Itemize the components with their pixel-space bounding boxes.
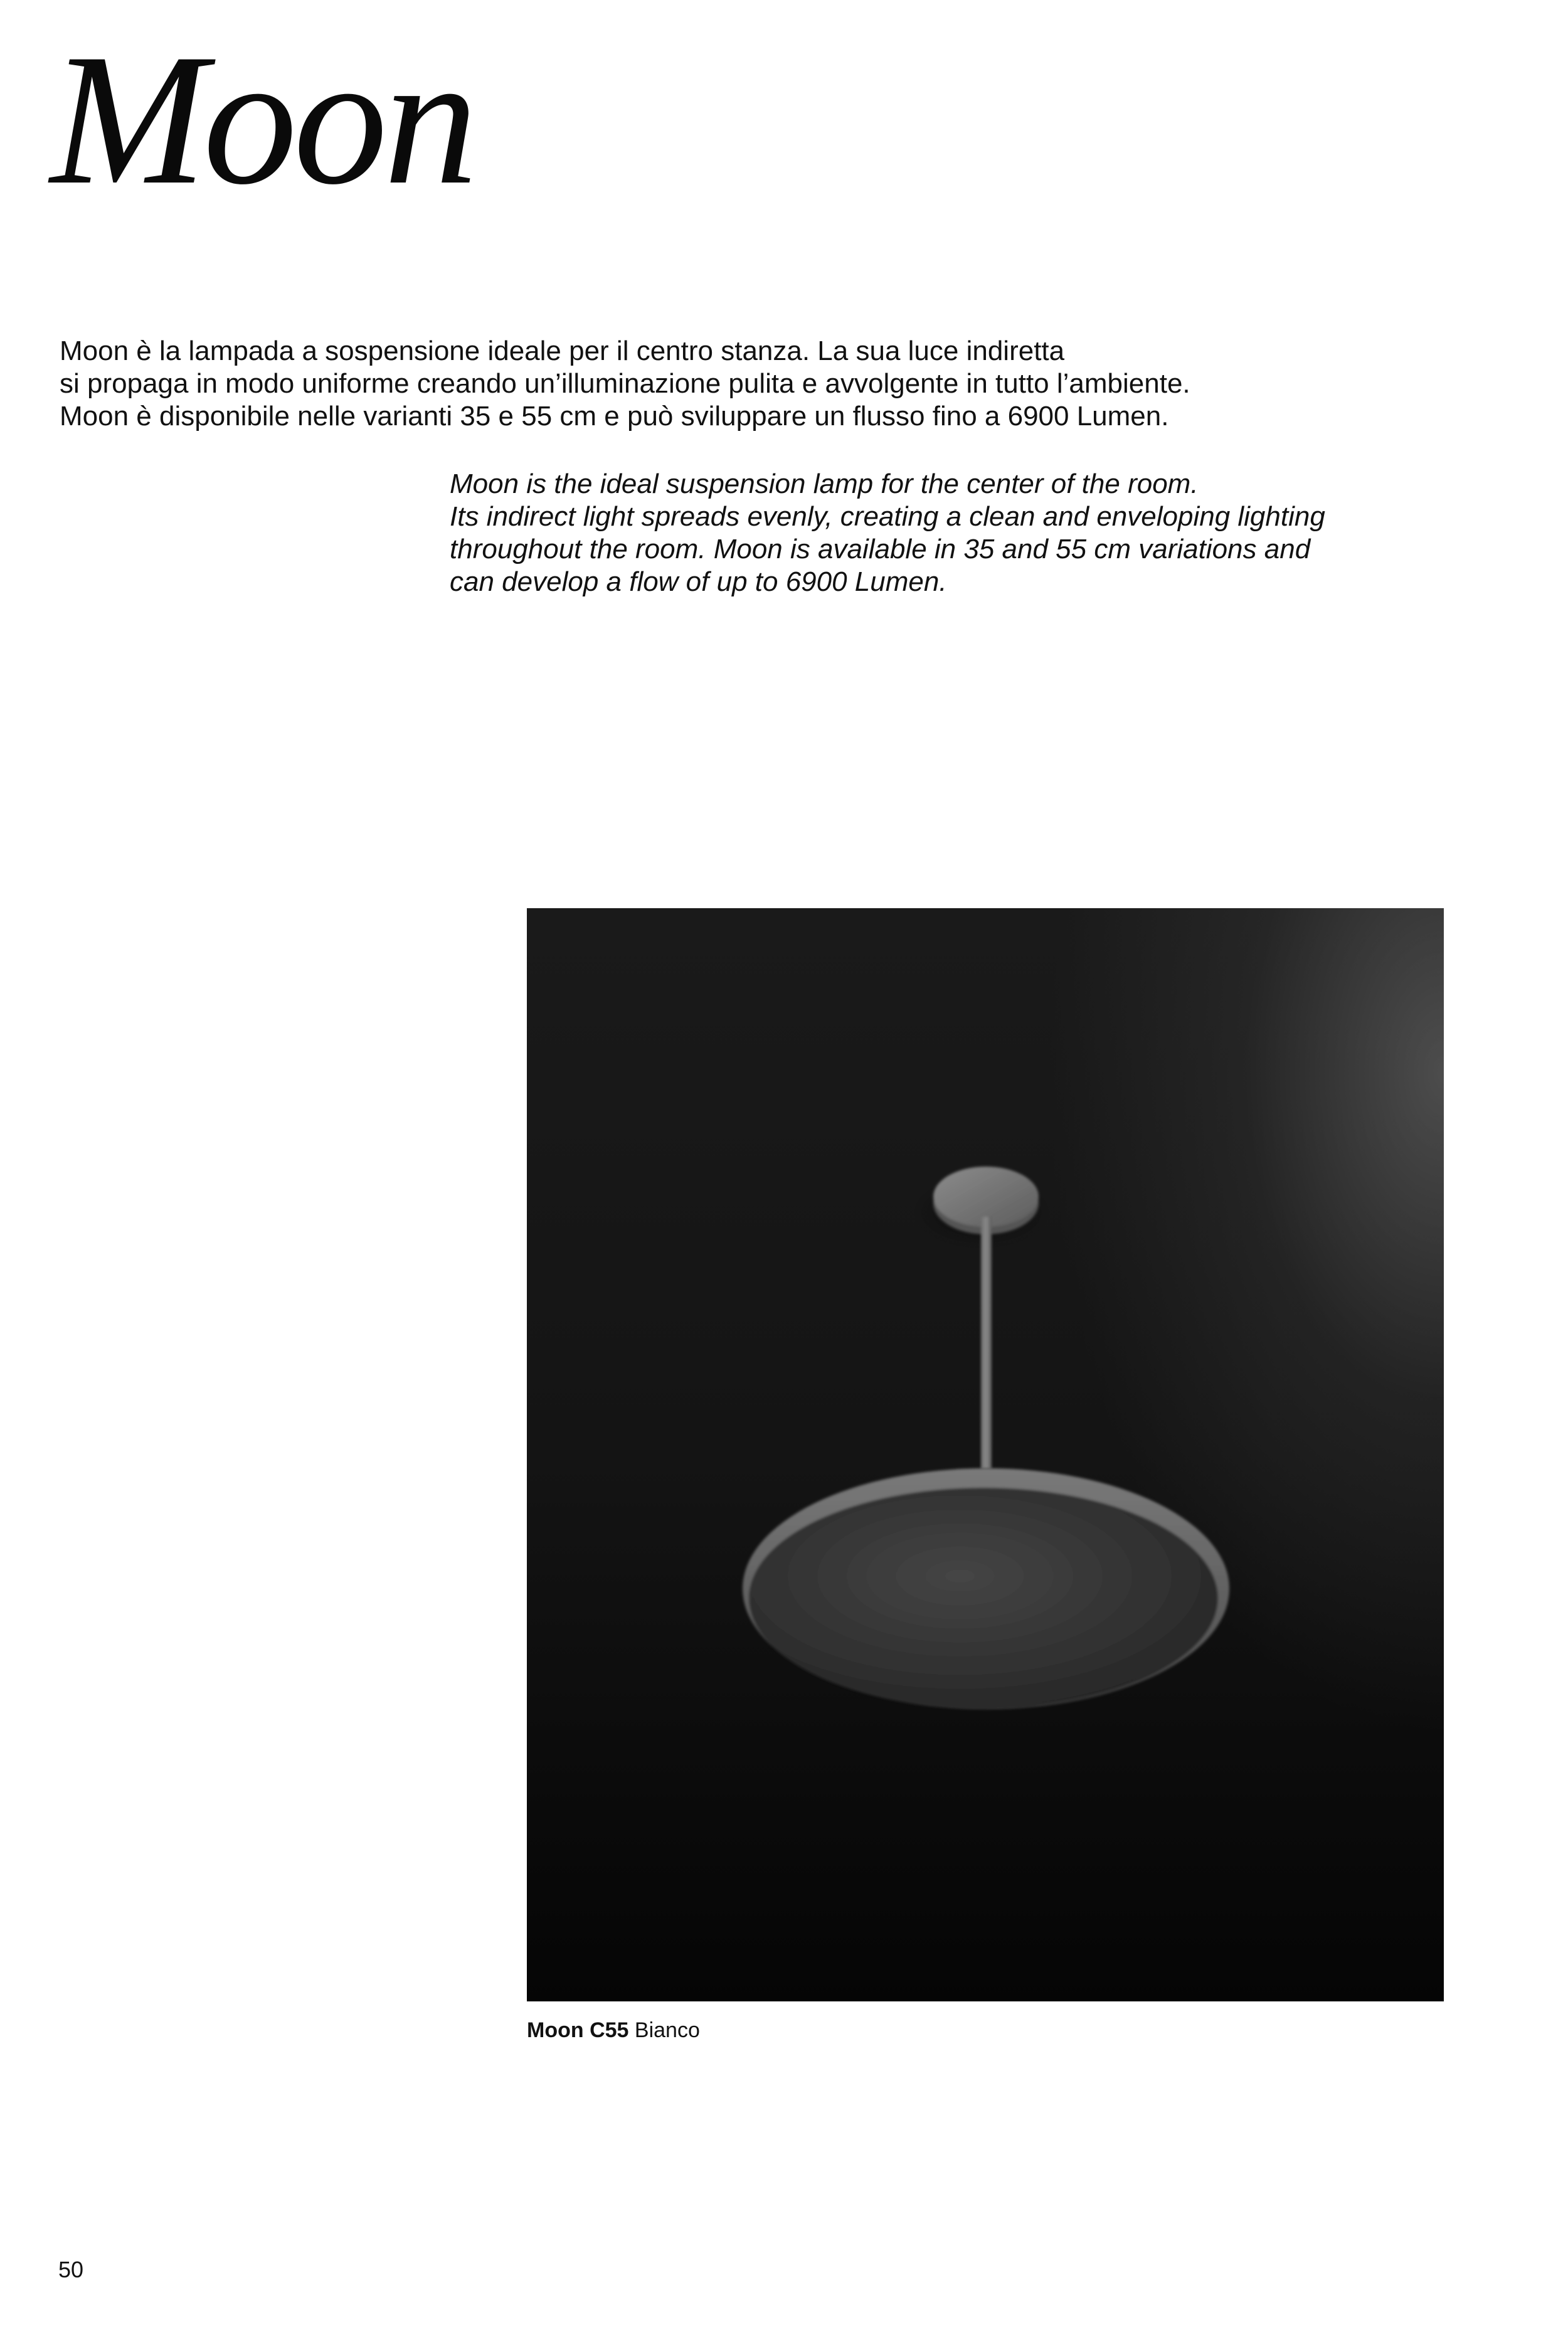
intro-text-english: Moon is the ideal suspension lamp for the center of the room. Its indirect light spreads evenly, creating a clean and enveloping lighting throughout the room. Moon is available in 35 and 55 cm variations and can develop a flow of up to 6900 Lumen. (450, 469, 1325, 597)
figure-caption (527, 2016, 700, 2044)
caption-model: Moon C55 (527, 2018, 629, 2042)
page-title: Moon (50, 15, 474, 223)
pendant-lamp-illustration (527, 908, 1444, 2001)
page-number: 50 (58, 2257, 84, 2282)
suspension-rod (981, 1217, 992, 1469)
caption-finish: Bianco (634, 2018, 700, 2042)
intro-text-italian: Moon è la lampada a sospensione ideale per il centro stanza. La sua luce indiretta si propaga in modo uniforme creando un’illuminazione pulita e avvolgente in tutto l’ambiente. Moon è disponibile nelle varianti 35 e 55 cm e può sviluppare un flusso fino a 6900 Lumen. (60, 336, 1190, 432)
lamp-disc (743, 1468, 1229, 1709)
product-photo (527, 908, 1444, 2001)
